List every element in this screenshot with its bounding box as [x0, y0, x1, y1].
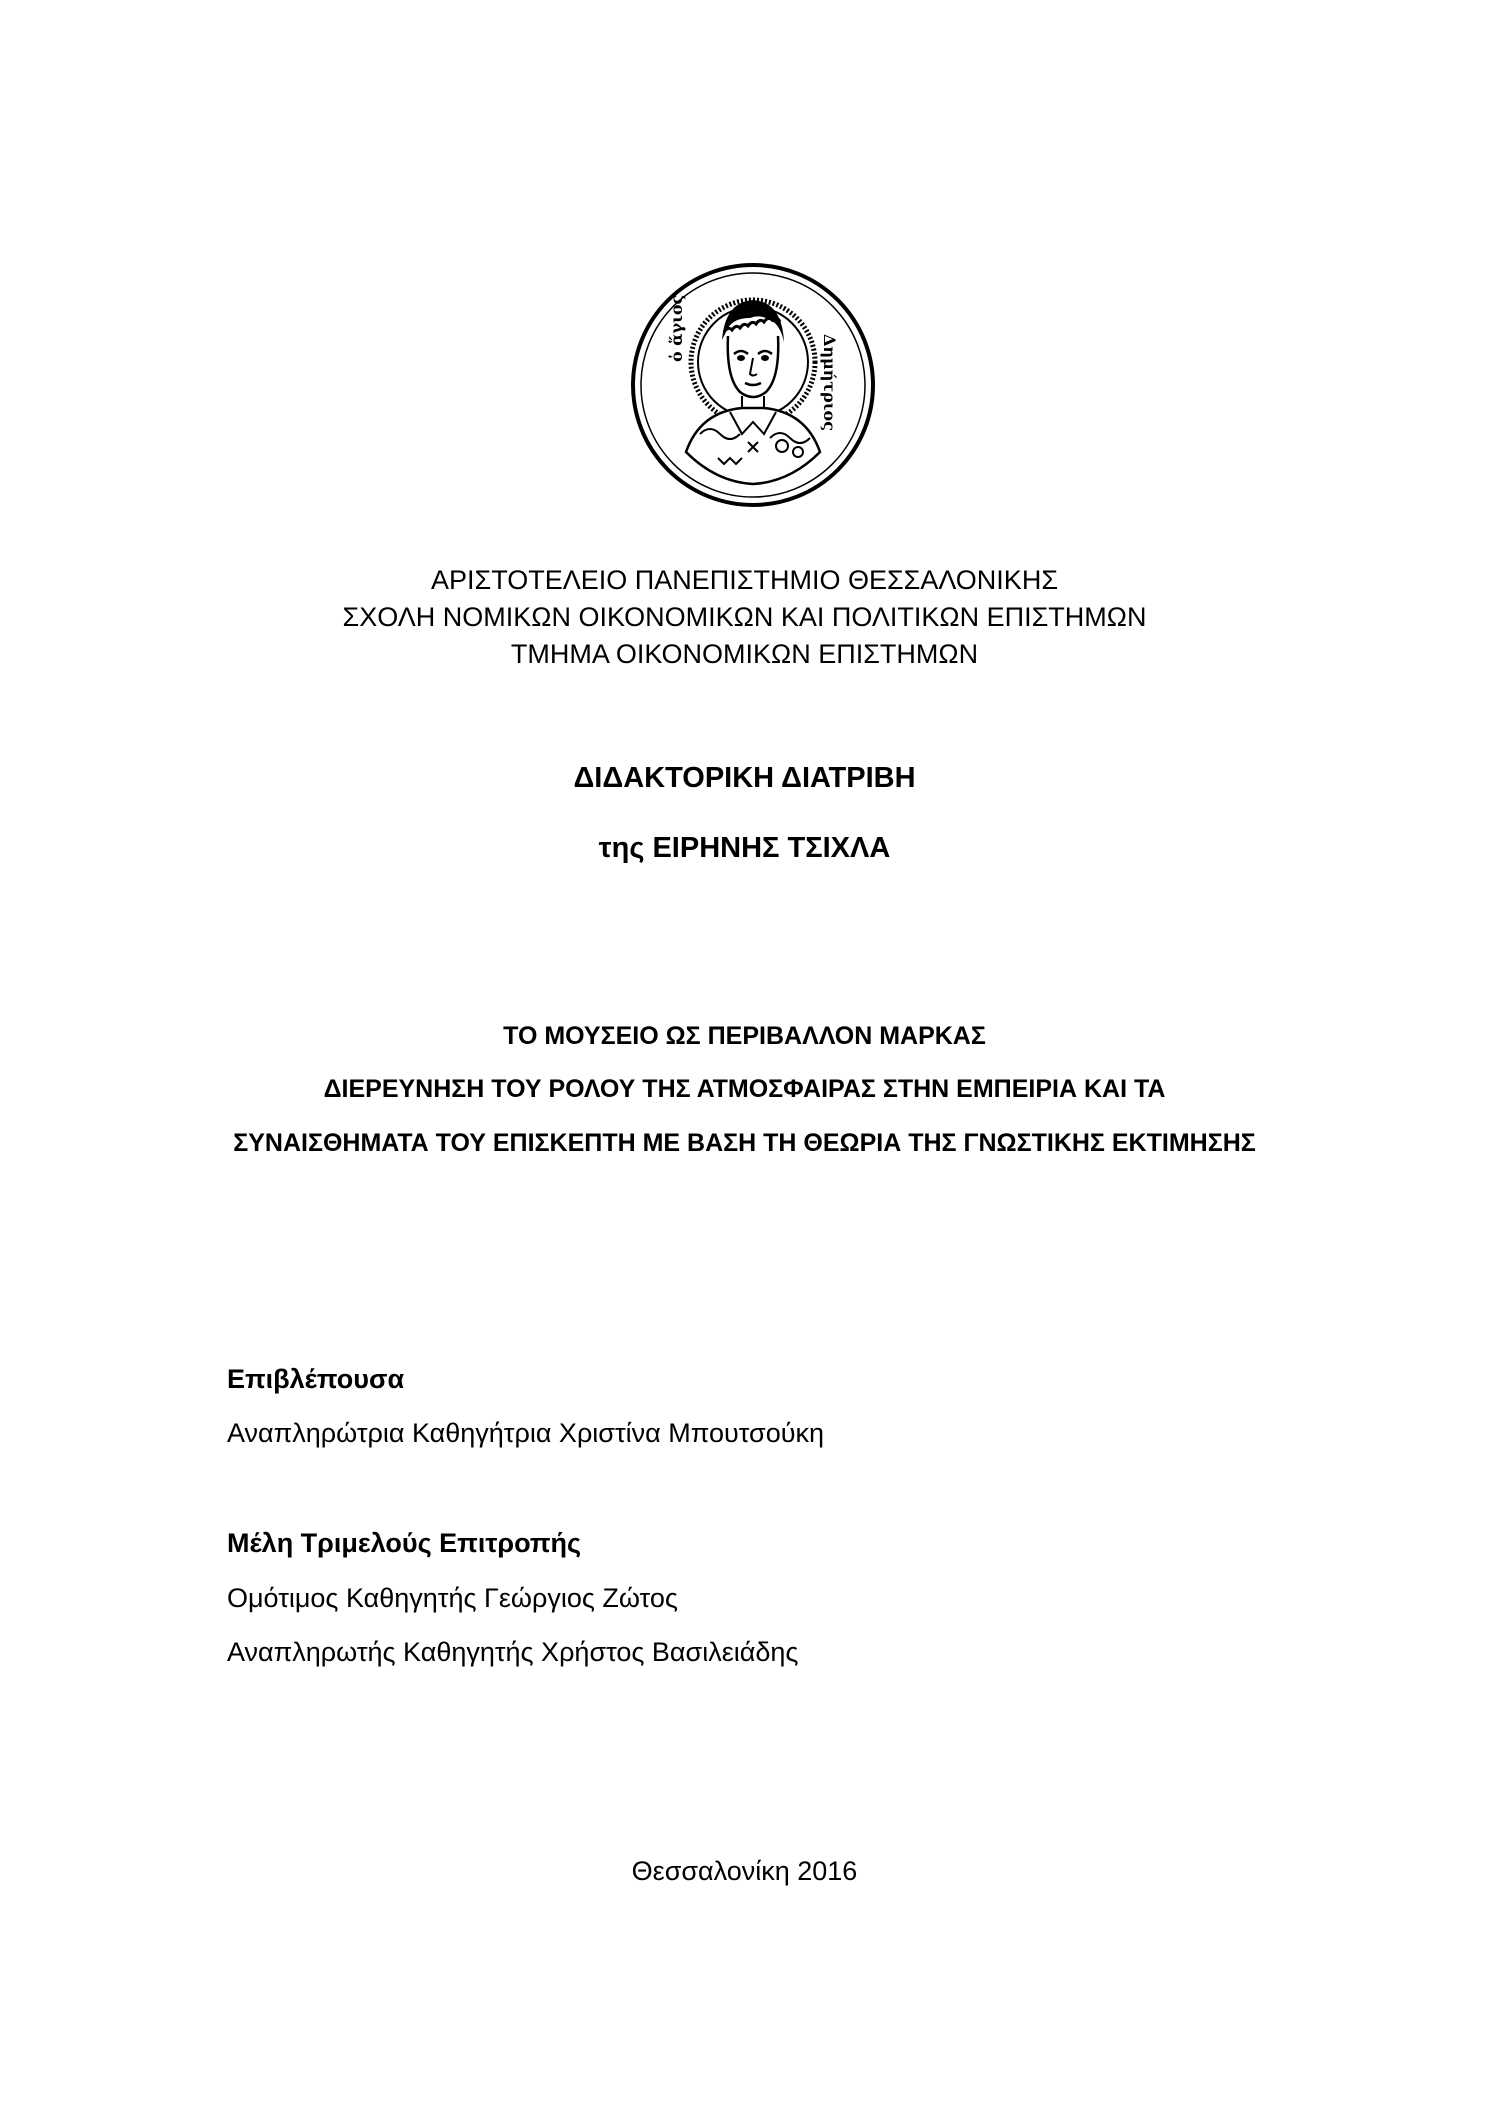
department-name: ΤΜΗΜΑ ΟΙΚΟΝΟΜΙΚΩΝ ΕΠΙΣΤΗΜΩΝ [510, 639, 979, 669]
school-name: ΣΧΟΛΗ ΝΟΜΙΚΩΝ ΟΙΚΟΝΟΜΙΚΩΝ ΚΑΙ ΠΟΛΙΤΙΚΩΝ ΕΠΙΣΤΗΜΩΝ [342, 602, 1147, 632]
document-type: ΔΙΔΑΚΤΟΡΙΚΗ ΔΙΑΤΡΙΒΗ [573, 762, 916, 794]
thesis-title-line-1: ΤΟ ΜΟΥΣΕΙΟ ΩΣ ΠΕΡΙΒΑΛΛΟΝ ΜΑΡΚΑΣ [503, 1022, 986, 1050]
supervisor-label: Επιβλέπουσα [227, 1364, 405, 1394]
thesis-title-line-2: ΔΙΕΡΕΥΝΗΣΗ ΤΟΥ ΡΟΛΟΥ ΤΗΣ ΑΤΜΟΣΦΑΙΡΑΣ ΣΤΗΝ ΕΜΠΕΙΡΙΑ ΚΑΙ ΤΑ [323, 1075, 1166, 1103]
svg-text:ὁ ἅγιος: ὁ ἅγιος [667, 294, 686, 362]
committee-label: Μέλη Τριμελούς Επιτροπής [227, 1528, 582, 1558]
seal-graphic [630, 262, 876, 508]
committee-member: Αναπληρωτής Καθηγητής Χρήστος Βασιλειάδης [227, 1637, 799, 1667]
document-author: της ΕΙΡΗΝΗΣ ΤΣΙΧΛΑ [598, 832, 891, 864]
svg-text:Δημήτριος: Δημήτριος [820, 334, 839, 431]
committee-member: Ομότιμος Καθηγητής Γεώργιος Ζώτος [227, 1583, 678, 1613]
aristotle-university-seal-icon [630, 262, 876, 508]
place-date: Θεσσαλονίκη 2016 [631, 1856, 858, 1886]
university-name: ΑΡΙΣΤΟΤΕΛΕΙΟ ΠΑΝΕΠΙΣΤΗΜΙΟ ΘΕΣΣΑΛΟΝΙΚΗΣ [430, 565, 1059, 595]
supervisor-name: Αναπληρώτρια Καθηγήτρια Χριστίνα Μπουτσούκη [227, 1418, 825, 1448]
thesis-title-line-3: ΣΥΝΑΙΣΘΗΜΑΤΑ ΤΟΥ ΕΠΙΣΚΕΠΤΗ ΜΕ ΒΑΣΗ ΤΗ ΘΕΩΡΙΑ ΤΗΣ ΓΝΩΣΤΙΚΗΣ ΕΚΤΙΜΗΣΗΣ [233, 1129, 1256, 1157]
